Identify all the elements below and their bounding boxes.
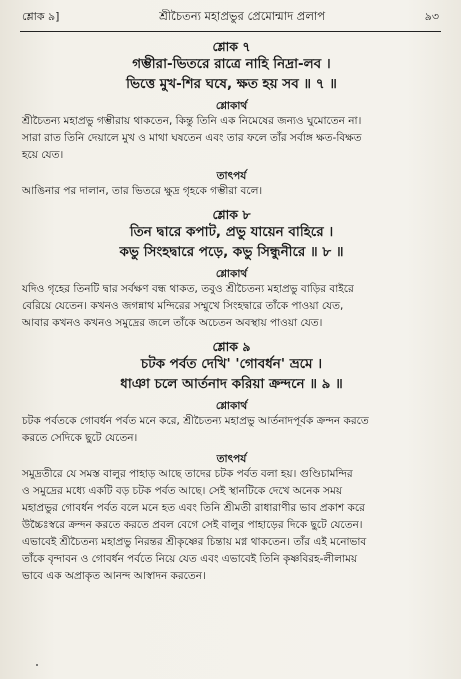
running-header xyxy=(20,6,441,32)
sloka-9-translation-heading: শ্লোকার্থ xyxy=(215,400,248,412)
sloka-9-purport-line-2: ও সমুদ্রের মধ্যে একটি বড় চটক পর্বত আছে। সেই স্থানটিকে দেখে অনেক সময় xyxy=(22,485,343,497)
sloka-7-verse-line-2: ভিত্তে মুখ-শির ঘষে, ক্ষত হয় সব ॥ ৭ ॥ xyxy=(126,76,337,92)
sloka-9-verse-line-1: চটক পর্বত দেখি' 'গোবর্ধন' ভ্রমে । xyxy=(140,356,323,372)
sloka-9-purport-line-3: মহাপ্রভুর গোবর্ধন পর্বত বলে মনে হত এবং তিনি শ্রীমতী রাধারাণীর ভাব প্রকাশ করে xyxy=(22,502,365,514)
sloka-9-purport-line-7: ভাবে এক অপ্রাকৃত আনন্দ আস্বাদন করতেন। xyxy=(22,570,206,582)
sloka-9-purport-line-6: তাঁকে বৃন্দাবন ও গোবর্ধন পর্বতে নিয়ে যেত এবং এভাবেই তিনি কৃষ্ণবিরহ-লীলাময় xyxy=(22,553,358,565)
sloka-7-translation-line-3: হয়ে যেত। xyxy=(22,149,64,161)
sloka-7-purport-line-1: আঙিনার পর দালান, তার ভিতরে ক্ষুদ্র গৃহকে গম্ভীরা বলে। xyxy=(22,185,263,197)
page-content xyxy=(20,39,441,585)
sloka-7-translation-line-1: শ্রীচৈতন্য মহাপ্রভু গম্ভীরায় থাকতেন, কিন্তু তিনি এক নিমেষের জন্যও ঘুমোতেন না। xyxy=(22,115,362,127)
sloka-9-translation-line-2: করতে সেদিকে ছুটে যেতেন। xyxy=(22,432,138,444)
sloka-7-translation-line-2: সারা রাত তিনি দেয়ালে মুখ ও মাথা ঘষতেন এবং তার ফলে তাঁর সর্বাঙ্গ ক্ষত-বিক্ষত xyxy=(22,132,362,144)
print-speck xyxy=(36,664,38,666)
sloka-8-verse-line-2: কভু সিংহদ্বারে পড়ে, কভু সিন্ধুনীরে ॥ ৮ ॥ xyxy=(119,244,344,260)
sloka-9-purport-heading: তাৎপর্য xyxy=(216,453,247,465)
sloka-9-purport-line-5: এভাবেই শ্রীচৈতন্য মহাপ্রভু নিরন্তর শ্রীকৃষ্ণের চিন্তায় মগ্ন থাকতেন। তাঁর এই মনোভাব xyxy=(22,536,367,548)
sloka-9-translation-line-1: চটক পর্বতকে গোবর্ধন পর্বত মনে করে, শ্রীচৈতন্য মহাপ্রভু আর্তনাদপূর্বক ক্রন্দন করতে xyxy=(22,415,369,427)
sloka-7-verse-line-1: গম্ভীরা-ভিতরে রাত্রে নাহি নিদ্রা-লব । xyxy=(132,56,331,72)
sloka-9-purport-line-4: উচ্চৈঃস্বরে ক্রন্দন করতে করতে প্রবল বেগে সেই বালুর পাহাড়ের দিকে ছুটে যেতেন। xyxy=(22,519,363,531)
header-verse-ref: শ্লোক ৯] xyxy=(22,10,60,23)
header-title: শ্রীচৈতন্য মহাপ্রভুর প্রেমোন্মাদ প্রলাপ xyxy=(159,9,326,23)
sloka-9-verse-line-2: ধাঞা চলে আর্তনাদ করিয়া ক্রন্দনে ॥ ৯ ॥ xyxy=(120,376,343,392)
sloka-7-heading: শ্লোক ৭ xyxy=(212,39,251,54)
sloka-8-translation-line-2: বেরিয়ে যেতেন। কখনও জগন্নাথ মন্দিরের সম্মুখে সিংহদ্বারে তাঁকে পাওয়া যেত, xyxy=(22,300,344,312)
sloka-8-translation-line-3: আবার কখনও কখনও সমুদ্রের জলে তাঁকে অচেতন অবস্থায় পাওয়া যেত। xyxy=(22,317,323,329)
sloka-8-heading: শ্লোক ৮ xyxy=(212,207,251,222)
page-number: ৯৩ xyxy=(424,10,439,23)
sloka-8-translation-line-1: যদিও গৃহের তিনটি দ্বার সর্বক্ষণ বন্ধ থাকত, তবুও শ্রীচৈতন্য মহাপ্রভু বাড়ির বাইরে xyxy=(22,283,354,295)
sloka-8-translation-heading: শ্লোকার্থ xyxy=(215,268,248,280)
sloka-7-translation-heading: শ্লোকার্থ xyxy=(215,100,248,112)
sloka-9-heading: শ্লোক ৯ xyxy=(212,339,251,354)
sloka-7-purport-heading: তাৎপর্য xyxy=(216,170,247,182)
sloka-9-purport-line-1: সমুদ্রতীরে যে সমস্ত বালুর পাহাড় আছে তাদের চটক পর্বত বলা হয়। গুণ্ডিচামন্দির xyxy=(22,468,353,480)
sloka-8-verse-line-1: তিন দ্বারে কপাট, প্রভু যায়েন বাহিরে । xyxy=(129,224,334,240)
